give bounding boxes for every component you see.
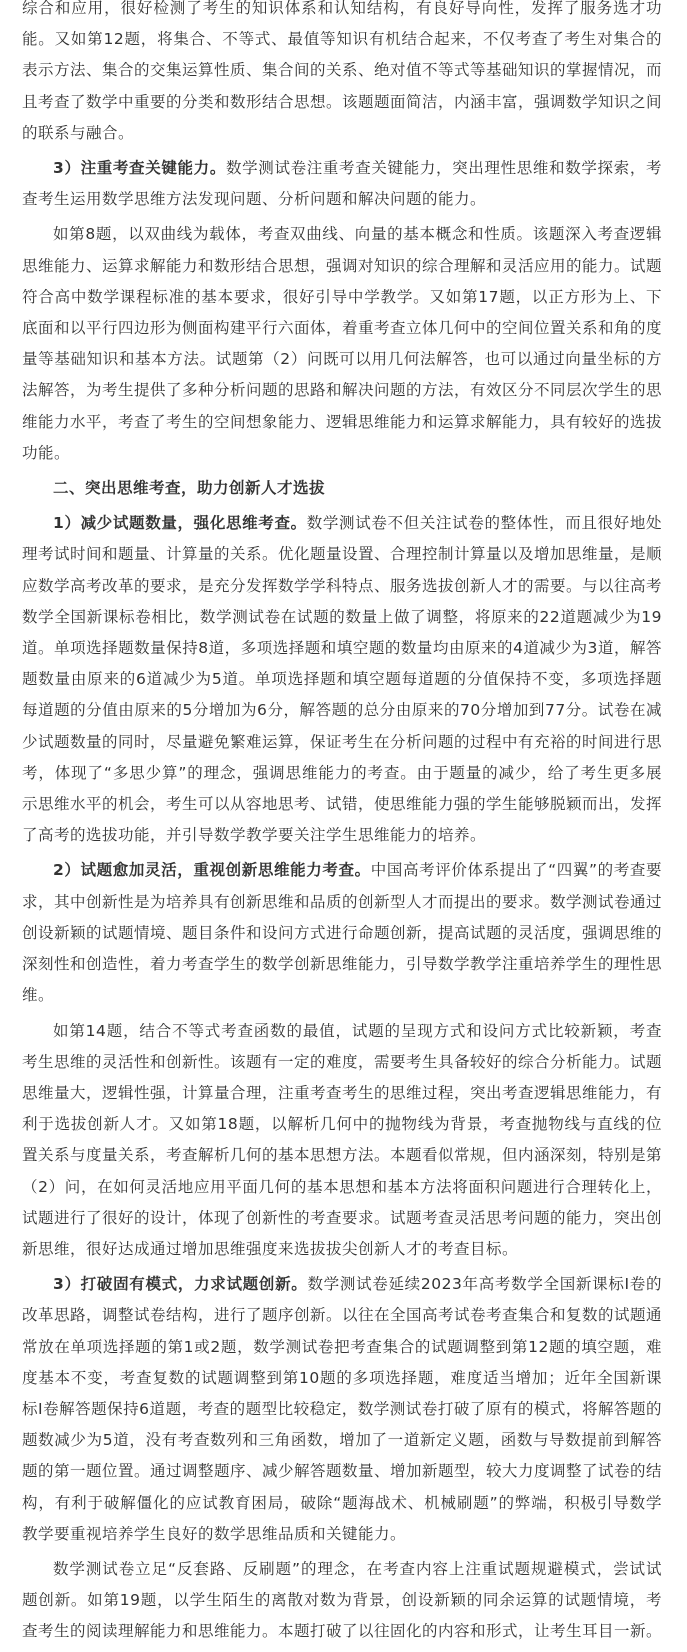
paragraph-8 xyxy=(22,1269,662,1550)
paragraph-6-lead: 2）试题愈加灵活，重视创新思维能力考查。 xyxy=(53,861,371,880)
paragraph-7-text: 如第14题，结合不等式考查函数的最值，试题的呈现方式和设问方式比较新颖，考查考生思维的灵活性和创新性。该题有一定的难度，需要考生具备较好的综合分析能力。试题思维量大，逻辑性强，计算量合理，注重考查考生的思维过程，突出考查逻辑思维能力，有利于选拔创新人才。又如第18题，以解析几何中的抛物线为背景，考查抛物线与直线的位置关系与度量关系，考查解析几何的基本思想方法。本题看似常规，但内涵深刻，特别是第（2）问，在如何灵活地应用平面几何的基本思想和基本方法将面积问题进行合理转化上，试题进行了很好的设计，体现了创新性的考查要求。试题考查灵活思考问题的能力，突出创新思维，很好达成通过增加思维强度来选拔拔尖创新人才的考查目标。 xyxy=(22,1021,663,1258)
paragraph-1 xyxy=(22,0,662,149)
paragraph-5-lead: 1）减少试题数量，强化思维考查。 xyxy=(53,514,307,533)
paragraph-6-text: 中国高考评价体系提出了“四翼”的考查要求，其中创新性是为培养具有创新思维和品质的创新型人才而提出的要求。数学测试卷通过创设新颖的试题情境、题目条件和设问方式进行命题创新，提高试题的灵活度，强调思维的深刻性和创造性，着力考查学生的数学创新思维能力，引导数学教学注重培养学生的理性思维。 xyxy=(22,861,663,1005)
paragraph-1-text: 综合和应用，很好检测了考生的知识体系和认知结构，有良好导向性，发挥了服务选才功能。又如第12题，将集合、不等式、最值等知识有机结合起来，不仅考查了考生对集合的表示方法、集合的交集运算性质、集合间的关系、绝对值不等式等基础知识的掌握情况，而且考查了数学中重要的分类和数形结合思想。该题题面简洁，内涵丰富，强调数学知识之间的联系与融合。 xyxy=(22,0,663,142)
paragraph-8-text: 数学测试卷延续2023年高考数学全国新课标Ⅰ卷的改革思路，调整试卷结构，进行了题序创新。以往在全国高考试卷考查集合和复数的试题通常放在单项选择题的第1或2题，数学测试卷把考查集合的试题调整到第12题的填空题，难度基本不变，考查复数的试题调整到第10题的多项选择题，难度适当增加；近年全国新课标Ⅰ卷解答题保持6道题，考查的题型比较稳定，数学测试卷打破了原有的模式，将解答题的题数减少为5道，没有考查数列和三角函数，增加了一道新定义题，函数与导数提前到解答题的第一题位置。通过调整题序、减少解答题数量、增加新题型，较大力度调整了试卷的结构，有利于破解僵化的应试教育困局，破除“题海战术、机械刷题”的弊端，积极引导数学教学要重视培养学生良好的数学思维品质和关键能力。 xyxy=(22,1275,663,1543)
article-body xyxy=(22,0,662,1652)
paragraph-2-text: 数学测试卷注重考查关键能力，突出理性思维和数学探索，考查考生运用数学思维方法发现问题、分析问题和解决问题的能力。 xyxy=(22,159,662,209)
paragraph-9 xyxy=(22,1554,662,1648)
paragraph-8-lead: 3）打破固有模式，力求试题创新。 xyxy=(53,1275,308,1294)
paragraph-3 xyxy=(22,219,662,469)
section-heading-2 xyxy=(22,473,662,504)
section-heading-2-text: 二、突出思维考查，助力创新人才选拔 xyxy=(53,479,326,498)
paragraph-9-text: 数学测试卷立足“反套路、反刷题”的理念，在考查内容上注重试题规避模式，尝试试题创新。如第19题，以学生陌生的离散对数为背景，创设新颖的同余运算的试题情境，考查考生的阅读理解能力和思维能力。本题打破了以往固化的内容和形式，让考生耳目一新。 xyxy=(22,1559,663,1641)
paragraph-2 xyxy=(22,153,662,215)
paragraph-2-lead: 3）注重考查关键能力。 xyxy=(53,159,226,178)
paragraph-5 xyxy=(22,508,662,851)
paragraph-6 xyxy=(22,855,662,1011)
paragraph-3-text: 如第8题，以双曲线为载体，考查双曲线、向量的基本概念和性质。该题深入考查逻辑思维能力、运算求解能力和数形结合思想，强调对知识的综合理解和灵活应用的能力。试题符合高中数学课程标准的基本要求，很好引导中学教学。又如第17题，以正方形为上、下底面和以平行四边形为侧面构建平行六面体，着重考查立体几何中的空间位置关系和角的度量等基础知识和基本方法。试题第（2）问既可以用几何法解答，也可以通过向量坐标的方法解答，为考生提供了多种分析问题的思路和解决问题的方法，有效区分不同层次学生的思维能力水平，考查了考生的空间想象能力、逻辑思维能力和运算求解能力，具有较好的选拔功能。 xyxy=(22,225,663,462)
paragraph-7 xyxy=(22,1016,662,1266)
paragraph-5-text: 数学测试卷不但关注试卷的整体性，而且很好地处理考试时间和题量、计算量的关系。优化题量设置、合理控制计算量以及增加思维量，是顺应数学高考改革的要求，是充分发挥数学学科特点、服务选拔创新人才的需要。与以往高考数学全国新课标卷相比，数学测试卷在试题的数量上做了调整，将原来的22道题减少为19道。单项选择题数量保持8道，多项选择题和填空题的数量均由原来的4道减少为3道，解答题数量由原来的6道减少为5道。单项选择题和填空题每道题的分值保持不变，多项选择题每道题的分值由原来的5分增加为6分，解答题的总分由原来的70分增加到77分。试卷在减少试题数量的同时，尽量避免繁难运算，保证考生在分析问题的过程中有充裕的时间进行思考，体现了“多思少算”的理念，强调思维能力的考查。由于题量的减少，给了考生更多展示思维水平的机会，考生可以从容地思考、试错，使思维能力强的学生能够脱颖而出，发挥了高考的选拔功能，并引导数学教学要关注学生思维能力的培养。 xyxy=(22,514,663,845)
